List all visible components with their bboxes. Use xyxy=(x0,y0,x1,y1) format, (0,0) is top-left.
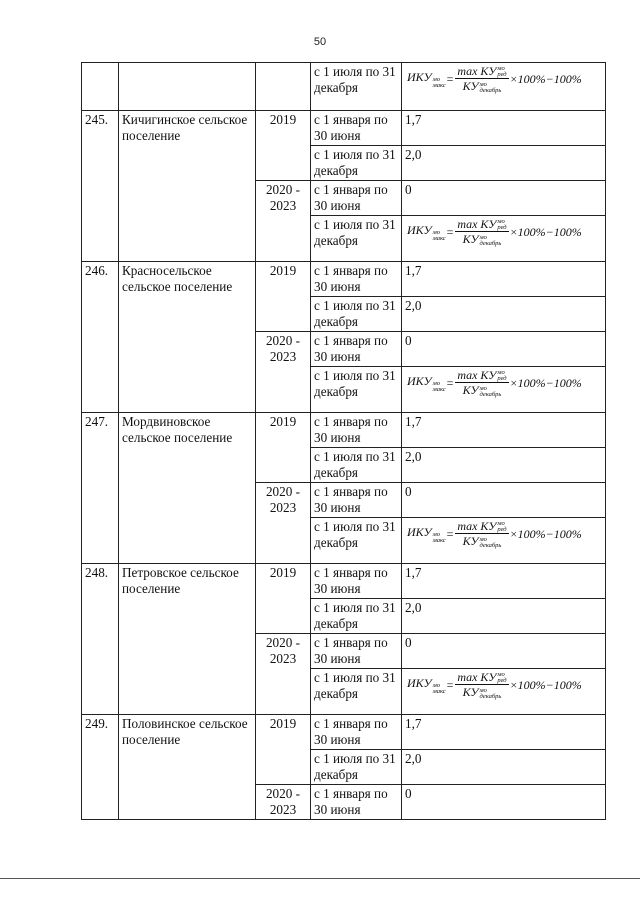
formula-den-sub: декабрь xyxy=(479,390,502,398)
formula-lhs xyxy=(407,524,446,544)
period-cell: с 1 июля по 31 декабря xyxy=(311,146,402,181)
formula-tail: ×100%−100% xyxy=(509,375,582,390)
period-cell: с 1 июля по 31 декабря xyxy=(311,63,402,111)
formula-den-main: КУ xyxy=(462,79,479,94)
year-cell: 2020 - 2023 xyxy=(256,181,311,262)
year-cell: 2020 - 2023 xyxy=(256,483,311,564)
value-cell: 2,0 xyxy=(402,750,606,785)
value-cell: 2,0 xyxy=(402,448,606,483)
period-cell: с 1 июля по 31 декабря xyxy=(311,669,402,715)
year-cell: 2019 xyxy=(256,564,311,634)
formula-denominator xyxy=(461,534,504,548)
tariff-table xyxy=(81,62,606,820)
formula-num-sup: мо xyxy=(497,65,505,73)
formula-tail: ×100%−100% xyxy=(509,526,582,541)
formula-equals: = xyxy=(446,224,454,239)
formula-cell xyxy=(402,63,606,111)
formula xyxy=(405,368,602,398)
formula xyxy=(405,519,602,549)
formula-lhs-sup: мо xyxy=(432,681,440,689)
formula-lhs-indices xyxy=(433,230,446,242)
formula-num-main: max КУ xyxy=(457,368,497,382)
period-cell: с 1 января по 30 июня xyxy=(311,332,402,367)
formula-tail: ×100%−100% xyxy=(509,71,582,86)
value-cell: 1,7 xyxy=(402,111,606,146)
formula-den-sup: мо xyxy=(479,80,487,88)
value-cell: 2,0 xyxy=(402,297,606,332)
formula-den-sup: мо xyxy=(479,384,487,392)
row-number: 248. xyxy=(82,564,119,715)
formula-den-sub: декабрь xyxy=(479,692,502,700)
formula-equals: = xyxy=(446,375,454,390)
year-cell: 2020 - 2023 xyxy=(256,634,311,715)
formula-lhs-sup: мо xyxy=(432,75,440,83)
table-row xyxy=(82,413,606,448)
formula-den-indices xyxy=(480,82,502,94)
period-cell: с 1 января по 30 июня xyxy=(311,413,402,448)
formula-den-main: КУ xyxy=(462,383,479,398)
formula-lhs-main: ИКУ xyxy=(407,373,432,388)
value-cell: 0 xyxy=(402,483,606,518)
formula-fraction xyxy=(455,217,508,247)
formula-denominator xyxy=(461,79,504,93)
row-number: 245. xyxy=(82,111,119,262)
formula-num-sup: мо xyxy=(497,369,505,377)
period-cell: с 1 января по 30 июня xyxy=(311,564,402,599)
formula-num-sup: мо xyxy=(497,671,505,679)
formula-num-sub: ред xyxy=(497,526,507,534)
value-cell: 1,7 xyxy=(402,262,606,297)
formula-num-sub: ред xyxy=(497,224,507,232)
formula-lhs-main: ИКУ xyxy=(407,69,432,84)
formula-denominator xyxy=(461,232,504,246)
formula-den-sub: декабрь xyxy=(479,239,502,247)
formula-den-sup: мо xyxy=(479,686,487,694)
formula-den-main: КУ xyxy=(462,232,479,247)
formula-den-main: КУ xyxy=(462,534,479,549)
value-cell: 0 xyxy=(402,181,606,216)
formula-numerator xyxy=(455,368,508,383)
formula-fraction xyxy=(455,64,508,94)
value-cell: 0 xyxy=(402,332,606,367)
formula-lhs-sup: мо xyxy=(432,379,440,387)
period-cell: с 1 января по 30 июня xyxy=(311,111,402,146)
table-row xyxy=(82,715,606,750)
formula-numerator xyxy=(455,217,508,232)
formula-equals: = xyxy=(446,677,454,692)
row-number: 249. xyxy=(82,715,119,820)
formula-fraction xyxy=(455,519,508,549)
formula-num-main: max КУ xyxy=(457,64,497,78)
year-cell: 2019 xyxy=(256,111,311,181)
formula-lhs-sub: макс xyxy=(432,385,446,393)
settlement-name: Кичигинское сельское поселение xyxy=(119,111,256,262)
formula-num-main: max КУ xyxy=(457,217,497,231)
formula-denominator xyxy=(461,383,504,397)
row-number: 246. xyxy=(82,262,119,413)
formula-lhs xyxy=(407,373,446,393)
value-cell: 1,7 xyxy=(402,715,606,750)
settlement-name: Мордвиновское сельское поселение xyxy=(119,413,256,564)
formula-num-indices xyxy=(497,66,506,78)
formula-num-indices xyxy=(497,219,506,231)
period-cell: с 1 июля по 31 декабря xyxy=(311,448,402,483)
period-cell: с 1 января по 30 июня xyxy=(311,483,402,518)
settlement-name: Красносельское сельское поселение xyxy=(119,262,256,413)
year-cell: 2020 - 2023 xyxy=(256,785,311,820)
year-cell: 2019 xyxy=(256,715,311,785)
formula-cell xyxy=(402,367,606,413)
value-cell: 0 xyxy=(402,634,606,669)
formula-den-sup: мо xyxy=(479,535,487,543)
formula-num-indices xyxy=(497,370,506,382)
period-cell: с 1 января по 30 июня xyxy=(311,634,402,669)
formula-fraction xyxy=(455,368,508,398)
table-row xyxy=(82,564,606,599)
formula-cell xyxy=(402,518,606,564)
settlement-name: Петровское сельское поселение xyxy=(119,564,256,715)
formula-den-main: КУ xyxy=(462,685,479,700)
value-cell: 2,0 xyxy=(402,599,606,634)
formula-lhs-sup: мо xyxy=(432,530,440,538)
formula-lhs-main: ИКУ xyxy=(407,675,432,690)
formula-den-indices xyxy=(480,537,502,549)
formula xyxy=(405,64,602,94)
value-cell: 0 xyxy=(402,785,606,820)
formula-lhs-sub: макс xyxy=(432,687,446,695)
formula-lhs-main: ИКУ xyxy=(407,524,432,539)
formula-lhs xyxy=(407,69,446,89)
formula-num-sup: мо xyxy=(497,218,505,226)
formula-num-main: max КУ xyxy=(457,670,497,684)
table-row xyxy=(82,262,606,297)
page-number: 50 xyxy=(313,36,327,48)
formula-lhs-sub: макс xyxy=(432,81,446,89)
formula-cell xyxy=(402,669,606,715)
year-cell xyxy=(256,63,311,111)
formula-fraction xyxy=(455,670,508,700)
formula-lhs xyxy=(407,675,446,695)
settlement-name: Половинское сельское поселение xyxy=(119,715,256,820)
formula-numerator xyxy=(455,64,508,79)
value-cell: 1,7 xyxy=(402,413,606,448)
formula-den-sub: декабрь xyxy=(479,86,502,94)
period-cell: с 1 июля по 31 декабря xyxy=(311,216,402,262)
settlement-name xyxy=(119,63,256,111)
formula-equals: = xyxy=(446,526,454,541)
formula-lhs-main: ИКУ xyxy=(407,222,432,237)
formula-lhs-sub: макс xyxy=(432,536,446,544)
table-row xyxy=(82,111,606,146)
formula-numerator xyxy=(455,519,508,534)
period-cell: с 1 июля по 31 декабря xyxy=(311,518,402,564)
formula-num-sup: мо xyxy=(497,520,505,528)
formula-equals: = xyxy=(446,71,454,86)
formula-lhs-indices xyxy=(433,77,446,89)
row-number: 247. xyxy=(82,413,119,564)
formula-num-sub: ред xyxy=(497,71,507,79)
period-cell: с 1 июля по 31 декабря xyxy=(311,599,402,634)
year-cell: 2019 xyxy=(256,413,311,483)
formula xyxy=(405,217,602,247)
formula-lhs-indices xyxy=(433,381,446,393)
formula-den-indices xyxy=(480,235,502,247)
formula-lhs-indices xyxy=(433,532,446,544)
formula-tail: ×100%−100% xyxy=(509,224,582,239)
formula-lhs-sup: мо xyxy=(432,228,440,236)
period-cell: с 1 июля по 31 декабря xyxy=(311,367,402,413)
formula-num-sub: ред xyxy=(497,375,507,383)
formula-den-indices xyxy=(480,386,502,398)
formula-num-sub: ред xyxy=(497,677,507,685)
period-cell: с 1 января по 30 июня xyxy=(311,181,402,216)
formula xyxy=(405,670,602,700)
row-number xyxy=(82,63,119,111)
table-row xyxy=(82,63,606,111)
period-cell: с 1 января по 30 июня xyxy=(311,785,402,820)
formula-denominator xyxy=(461,685,504,699)
formula-cell xyxy=(402,216,606,262)
formula-den-sub: декабрь xyxy=(479,541,502,549)
formula-num-indices xyxy=(497,672,506,684)
value-cell: 2,0 xyxy=(402,146,606,181)
period-cell: с 1 июля по 31 декабря xyxy=(311,297,402,332)
formula-numerator xyxy=(455,670,508,685)
formula-lhs xyxy=(407,222,446,242)
formula-tail: ×100%−100% xyxy=(509,677,582,692)
formula-den-sup: мо xyxy=(479,233,487,241)
formula-num-indices xyxy=(497,521,506,533)
formula-lhs-indices xyxy=(433,683,446,695)
period-cell: с 1 июля по 31 декабря xyxy=(311,750,402,785)
period-cell: с 1 января по 30 июня xyxy=(311,262,402,297)
year-cell: 2019 xyxy=(256,262,311,332)
period-cell: с 1 января по 30 июня xyxy=(311,715,402,750)
formula-den-indices xyxy=(480,688,502,700)
formula-num-main: max КУ xyxy=(457,519,497,533)
year-cell: 2020 - 2023 xyxy=(256,332,311,413)
formula-lhs-sub: макс xyxy=(432,234,446,242)
page-bottom-rule xyxy=(0,878,640,879)
value-cell: 1,7 xyxy=(402,564,606,599)
